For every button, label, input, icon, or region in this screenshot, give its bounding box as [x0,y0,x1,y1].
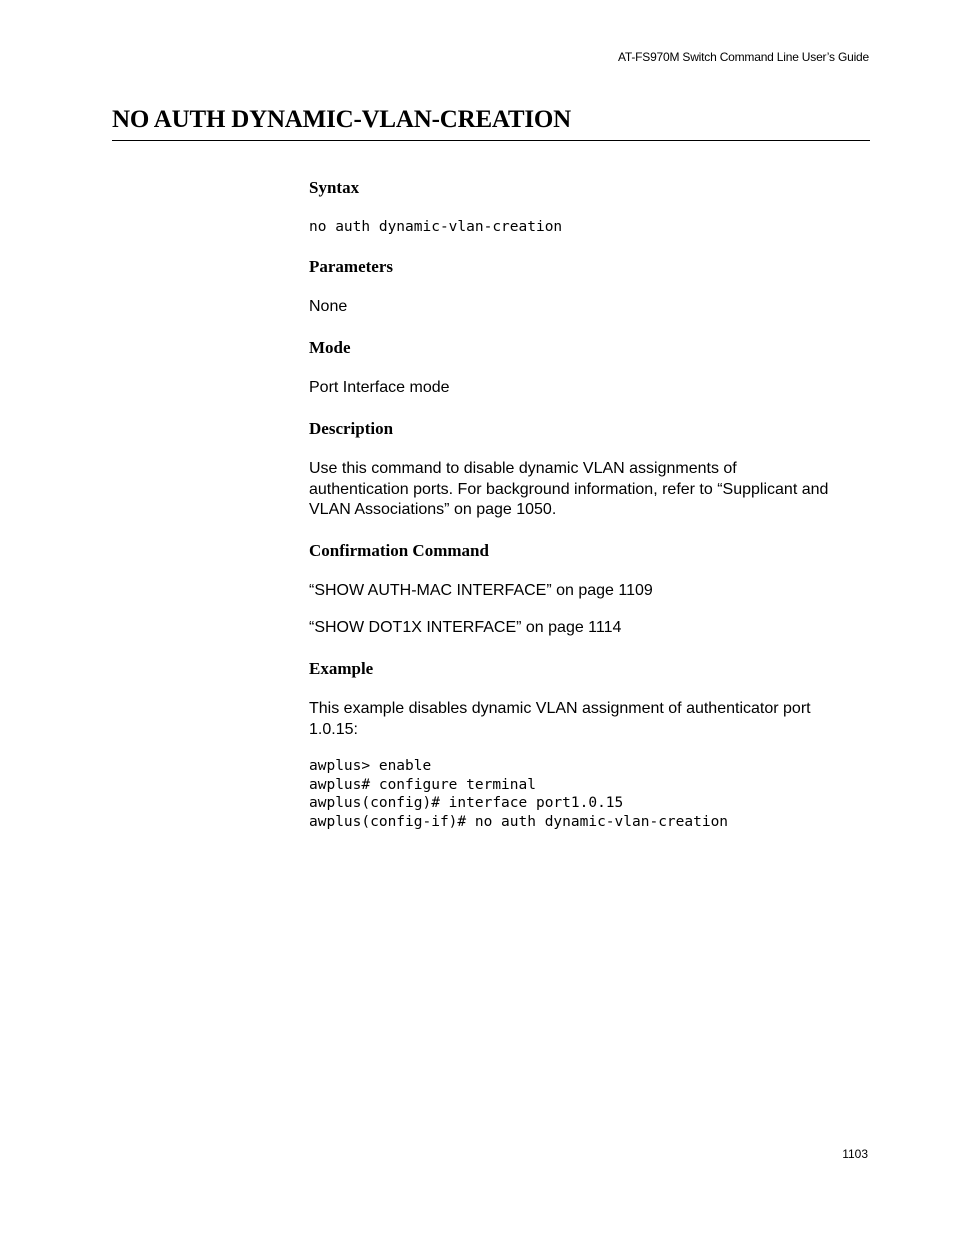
confirmation-ref-1: “SHOW AUTH-MAC INTERFACE” on page 1109 [309,582,653,599]
mode-body [309,378,871,399]
mode-text: Port Interface mode [309,379,450,396]
syntax-section [309,178,871,198]
description-body [309,459,871,521]
confirmation-ref-1-block [309,581,871,602]
parameters-body [309,297,871,318]
description-line-2: authentication ports. For background information, refer to “Supplicant and [309,480,829,498]
description-line-3: VLAN Associations” on page 1050. [309,501,557,518]
confirmation-ref-2-block [309,618,871,639]
page-number: 1103 [842,1147,868,1161]
title-divider [112,140,870,141]
mode-heading: Mode [309,338,351,357]
description-heading: Description [309,419,394,438]
description-line-1: Use this command to disable dynamic VLAN assignments of [309,460,737,477]
example-code-line-1: awplus> enable [309,758,432,774]
example-code-line-2: awplus# configure terminal [309,776,536,793]
confirmation-section [309,541,871,561]
syntax-heading: Syntax [309,178,360,197]
example-heading: Example [309,659,374,678]
example-line-1: This example disables dynamic VLAN assignment of authenticator port [309,700,811,717]
example-code-line-3: awplus(config)# interface port1.0.15 [309,795,624,812]
parameters-section [309,257,871,277]
example-code-line-4: awplus(config-if)# no auth dynamic-vlan-creation [309,814,729,831]
page-title: NO AUTH DYNAMIC-VLAN-CREATION [112,106,572,133]
example-line-2: 1.0.15: [309,720,358,738]
parameters-text: None [309,298,348,315]
parameters-heading: Parameters [309,257,394,276]
mode-section [309,338,871,358]
example-body [309,699,871,740]
example-section [309,659,871,679]
confirmation-heading: Confirmation Command [309,541,489,560]
syntax-code-block [309,218,871,237]
example-code-block [309,757,871,832]
syntax-code: no auth dynamic-vlan-creation [309,219,563,235]
description-section [309,419,871,439]
running-header: AT-FS970M Switch Command Line User’s Guide [617,50,869,64]
confirmation-ref-2: “SHOW DOT1X INTERFACE” on page 1114 [309,619,622,636]
